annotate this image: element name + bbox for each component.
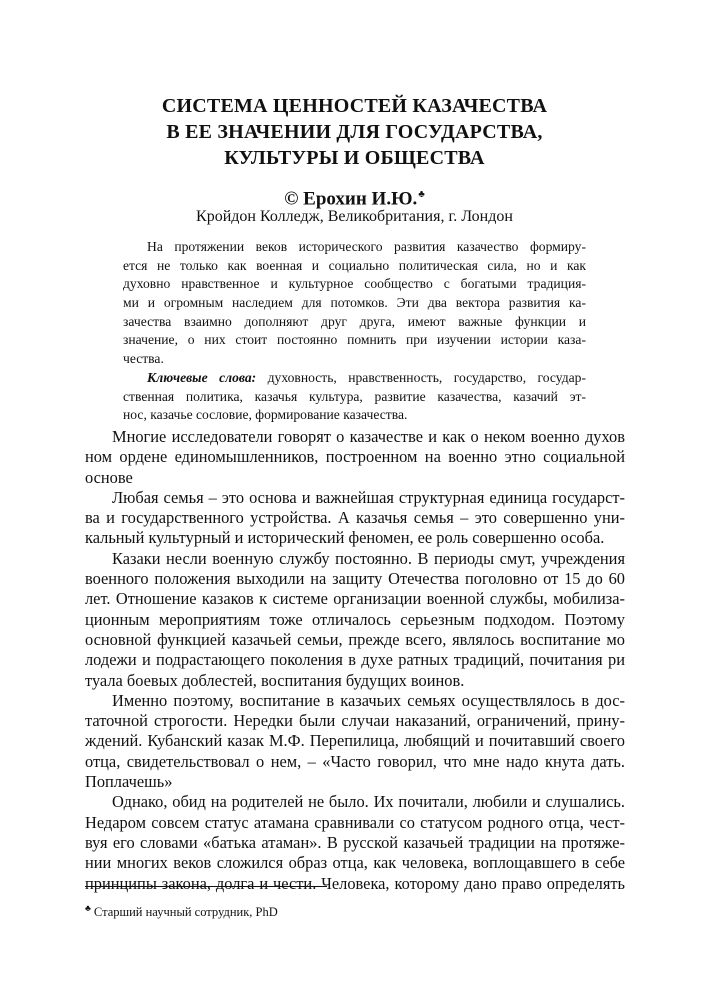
abstract-line: чества. — [123, 351, 164, 367]
footnote-divider — [85, 886, 327, 887]
body-line: Именно поэтому, воспитание в казачьих семьях осуществлялось в дос- — [112, 690, 625, 710]
abstract-line: ется не только как военная и социально политическая сила, но и как — [123, 257, 586, 273]
author-name: © Ерохин И.Ю. — [284, 188, 418, 210]
footnote — [85, 900, 278, 920]
body-line: ционным мероприятиям тоже отличалось серьезным подходом. Поэтому — [85, 609, 625, 629]
body-line: лет. Отношение казаков к системе организации военной службы, мобилиза- — [85, 589, 625, 609]
footnote-mark: ♣ — [418, 189, 425, 200]
abstract-line: значение, о них стоит постоянно помнить при изучении истории каза- — [123, 332, 586, 348]
body-line: вуя его словами «батька атаман». В русской казачьей традиции на протяже- — [85, 832, 625, 852]
body-line: Недаром совсем статус атамана сравнивали со статусом родного отца, чест- — [85, 812, 625, 832]
abstract-line: ми и огромным наследием для потомков. Эти два вектора развития ка- — [123, 295, 586, 311]
title-line: В ЕЕ ЗНАЧЕНИИ ДЛЯ ГОСУДАРСТВА, — [166, 121, 543, 143]
abstract-line: зачества взаимно дополняют друг друга, имеют важные функции и — [123, 313, 586, 329]
footnote-mark: ♣ — [85, 903, 91, 913]
body-line: Поплачешь» — [85, 772, 173, 792]
keywords-line: ственная политика, казачья культура, развитие казачества, казачий эт- — [123, 388, 586, 404]
keywords-line: нос, казачье сословие, формирование казачества. — [123, 407, 408, 423]
keywords-line — [123, 369, 586, 388]
body-line: нии многих веков сложился образ отца, как человека, воплощавшего в себе — [85, 853, 625, 873]
keywords-text: духовность, нравственность, государство, государ- — [267, 369, 586, 385]
title-line: СИСТЕМА ЦЕННОСТЕЙ КАЗАЧЕСТВА — [161, 95, 548, 117]
body-line: Казаки несли военную службу постоянно. В периоды смут, учреждения — [112, 548, 625, 568]
body-line: отца, свидетельствовал о нем, – «Часто говорил, что мне надо кнута дать. — [85, 751, 625, 771]
body-line: Любая семья – это основа и важнейшая структурная единица государст- — [112, 487, 625, 507]
keywords-label: Ключевые слова: — [147, 369, 257, 385]
body-line: Многие исследователи говорят о казачестве и как о неком военно духов — [112, 427, 625, 446]
abstract-line: На протяжении веков исторического развития казачество формиру- — [147, 239, 586, 254]
body-line: ждений. Кубанский казак М.Ф. Перепилица, любящий и почитавший своего — [85, 731, 625, 751]
body-line: основной функцией казачьей семьи, прежде всего, являлось воспитание мо — [85, 629, 625, 649]
article-body — [85, 427, 625, 894]
body-line: таточной строгости. Нередки были случаи наказаний, ограничений, прину- — [85, 711, 625, 731]
author-affiliation: Кройдон Колледж, Великобритания, г. Лондон — [196, 208, 513, 225]
title-line: КУЛЬТУРЫ И ОБЩЕСТВА — [224, 147, 485, 169]
body-line: основе — [85, 467, 133, 487]
body-line: кальный культурный и исторический феномен, ее роль совершенно особа. — [85, 528, 605, 548]
body-line: туала боевых доблестей, воспитания будущих воинов. — [85, 670, 465, 690]
body-line: военного положения выходили на защиту Отечества поголовно от 15 до 60 — [85, 569, 625, 589]
abstract — [123, 238, 586, 425]
article-title — [60, 93, 649, 171]
body-line: лодежи и подрастающего поколения в духе ратных традиций, почитания ри — [85, 650, 625, 670]
body-line: ва и государственного устройства. А казачья семья – это совершенно уни- — [85, 508, 625, 528]
body-line: принципы закона, долга и чести. Человека, которому дано право определять — [85, 873, 625, 893]
body-line: Однако, обид на родителей не было. Их почитали, любили и слушались. — [112, 792, 625, 812]
abstract-line: духовно нравственное и культурное сообщество с богатыми традиция- — [123, 276, 586, 292]
body-line: ном ордене единомышленников, построенном на военно этно социальной — [85, 447, 625, 467]
footnote-text: Старший научный сотрудник, PhD — [93, 905, 278, 920]
